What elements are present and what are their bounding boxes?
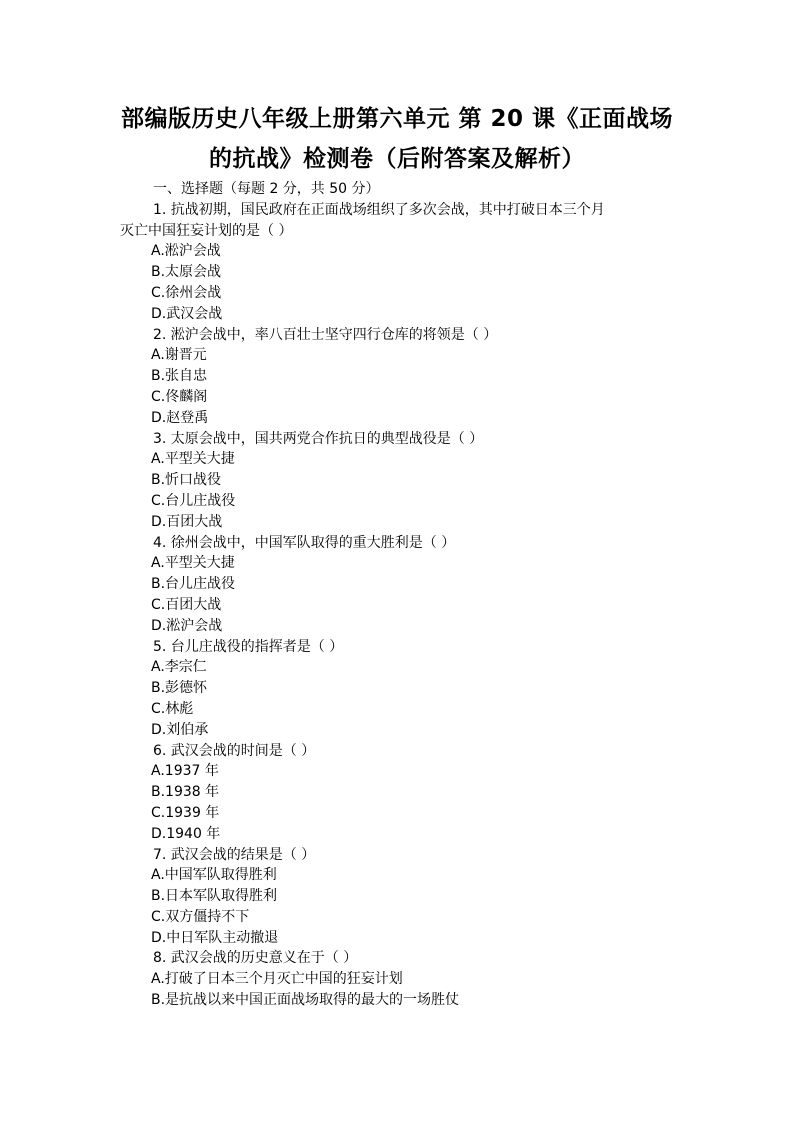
question-stem: 5. 台儿庄战役的指挥者是（ ）: [153, 638, 344, 655]
document-title-line-2: 的抗战》检测卷（后附答案及解析）: [209, 146, 585, 172]
question-stem-continued: 灭亡中国狂妄计划的是（ ）: [120, 222, 293, 239]
option-a: A.李宗仁: [151, 659, 207, 676]
option-c: C.佟麟阁: [151, 388, 208, 405]
question-8: [120, 948, 680, 1010]
option-c: C.林彪: [151, 700, 194, 717]
option-b: B.彭德怀: [151, 680, 208, 697]
option-b: B.是抗战以来中国正面战场取得的最大的一场胜仗: [151, 992, 460, 1009]
option-a: A.中国军队取得胜利: [151, 867, 277, 884]
question-5: [120, 637, 680, 741]
question-stem: 7. 武汉会战的结果是（ ）: [153, 846, 316, 863]
option-c: C.1939 年: [151, 804, 220, 821]
question-stem: 1. 抗战初期，国民政府在正面战场组织了多次会战，其中打破日本三个月: [153, 201, 605, 218]
question-stem: 2. 淞沪会战中，率八百壮士坚守四行仓库的将领是（ ）: [153, 326, 498, 343]
option-a: A.谢晋元: [151, 347, 207, 364]
option-c: C.徐州会战: [151, 284, 222, 301]
option-b: B.张自忠: [151, 368, 208, 385]
option-b: B.日本军队取得胜利: [151, 888, 278, 905]
option-a: A.1937 年: [151, 763, 219, 780]
option-b: B.1938 年: [151, 784, 220, 801]
option-d: D.1940 年: [151, 825, 221, 842]
question-6: [120, 741, 680, 845]
question-4: [120, 533, 680, 637]
option-a: A.平型关大捷: [151, 451, 235, 468]
option-d: D.中日军队主动撤退: [151, 929, 279, 946]
question-1: [120, 200, 680, 325]
section-heading: 一、选择题（每题 2 分，共 50 分）: [153, 181, 380, 197]
question-3: [120, 429, 680, 533]
document-body: [120, 179, 680, 1011]
question-stem: 3. 太原会战中，国共两党合作抗日的典型战役是（ ）: [153, 430, 484, 447]
option-d: D.淞沪会战: [151, 617, 223, 634]
option-a: A.淞沪会战: [151, 243, 221, 260]
option-d: D.赵登禹: [151, 409, 209, 426]
option-d: D.百团大战: [151, 513, 223, 530]
option-d: D.刘伯承: [151, 721, 209, 738]
question-2: [120, 325, 680, 429]
option-c: C.双方僵持不下: [151, 908, 250, 925]
document-title-line-1: 部编版历史八年级上册第六单元 第 20 课《正面战场: [120, 106, 674, 132]
question-7: [120, 845, 680, 949]
option-c: C.台儿庄战役: [151, 492, 236, 509]
option-a: A.平型关大捷: [151, 555, 235, 572]
question-stem: 6. 武汉会战的时间是（ ）: [153, 742, 316, 759]
option-c: C.百团大战: [151, 596, 222, 613]
question-stem: 8. 武汉会战的历史意义在于（ ）: [153, 950, 358, 967]
option-d: D.武汉会战: [151, 305, 223, 322]
question-stem: 4. 徐州会战中，中国军队取得的重大胜利是（ ）: [153, 534, 456, 551]
option-a: A.打破了日本三个月灭亡中国的狂妄计划: [151, 971, 403, 988]
option-b: B.太原会战: [151, 264, 222, 281]
option-b: B.台儿庄战役: [151, 576, 236, 593]
option-b: B.忻口战役: [151, 472, 222, 489]
